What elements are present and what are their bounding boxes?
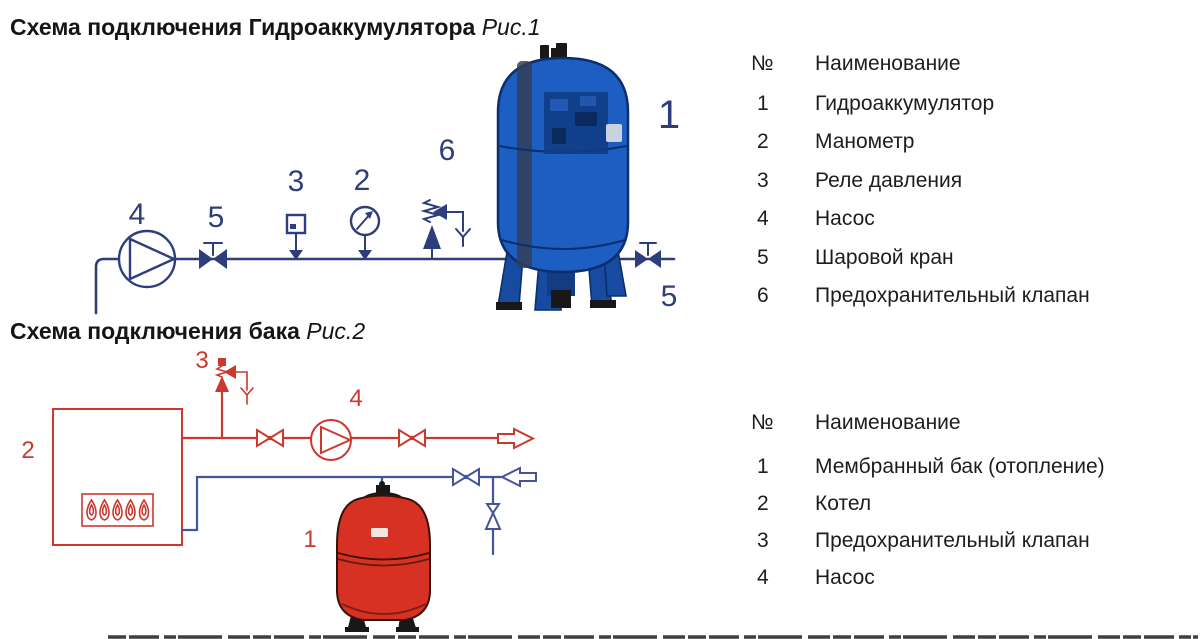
boiler-box bbox=[53, 409, 182, 545]
legend-row bbox=[745, 246, 1090, 284]
legend-row-name: Насос bbox=[815, 207, 875, 231]
legend-row-number: 4 bbox=[757, 207, 769, 231]
legend-row-name: Предохранительный клапан bbox=[815, 283, 1090, 307]
legend-row bbox=[745, 284, 1090, 322]
figure2-diagram bbox=[21, 347, 536, 632]
legend-row-number: 2 bbox=[757, 130, 769, 154]
pump-icon bbox=[311, 420, 351, 460]
figure1-label-valve-right: 5 bbox=[660, 280, 678, 313]
legend-row-number: 1 bbox=[757, 92, 769, 115]
legend-row-number: 1 bbox=[757, 455, 769, 478]
legend-row bbox=[745, 566, 1105, 603]
manometer-icon bbox=[351, 207, 379, 260]
legend-figure1 bbox=[745, 52, 1090, 322]
legend-header-name: Наименование bbox=[815, 411, 961, 434]
legend-row-name: Котел bbox=[815, 492, 872, 515]
figure1-ref: Рис.1 bbox=[481, 14, 541, 40]
pipe-inlet-elbow bbox=[96, 259, 120, 313]
legend-row bbox=[745, 207, 1090, 245]
membrane-tank-image bbox=[337, 481, 430, 632]
legend-row-name: Реле давления bbox=[815, 168, 963, 192]
flow-arrow-left-icon bbox=[502, 468, 536, 486]
legend-row-name: Шаровой кран bbox=[815, 245, 954, 269]
legend-row-name: Предохранительный клапан bbox=[815, 529, 1090, 552]
legend-header bbox=[745, 411, 1105, 455]
legend-header-number: № bbox=[751, 52, 774, 75]
legend-row-name: Манометр bbox=[815, 130, 915, 154]
legend-figure2 bbox=[745, 411, 1105, 603]
pump-icon bbox=[119, 231, 175, 287]
figure2-label-safety: 3 bbox=[195, 347, 209, 374]
legend-header bbox=[745, 52, 1090, 92]
legend-row-name: Мембранный бак (отопление) bbox=[815, 455, 1105, 478]
legend-row-name: Насос bbox=[815, 566, 875, 589]
legend-row bbox=[745, 169, 1090, 207]
check-valve-icon bbox=[486, 504, 500, 529]
figure1-label-tank: 1 bbox=[657, 93, 681, 137]
figure1-label-relay: 3 bbox=[287, 165, 305, 198]
ball-valve-icon bbox=[257, 430, 283, 446]
figure2-label-pump: 4 bbox=[349, 385, 363, 412]
safety-valve-icon bbox=[423, 200, 470, 259]
figure2-ref: Рис.2 bbox=[306, 318, 366, 344]
figure1-diagram bbox=[96, 43, 680, 313]
figure1-label-safety: 6 bbox=[438, 134, 456, 167]
hydroaccumulator-image bbox=[496, 43, 628, 310]
pressure-relay-icon bbox=[287, 215, 305, 260]
legend-row-number: 3 bbox=[757, 168, 769, 192]
legend-row bbox=[745, 92, 1090, 130]
legend-row bbox=[745, 529, 1105, 566]
ball-valve-icon bbox=[199, 243, 227, 269]
figure1-label-manometer: 2 bbox=[353, 164, 371, 197]
ball-valve-icon bbox=[453, 469, 479, 485]
legend-row bbox=[745, 455, 1105, 492]
flow-arrow-right-icon bbox=[498, 429, 533, 448]
safety-valve-icon bbox=[215, 358, 253, 404]
legend-row-number: 6 bbox=[757, 283, 769, 307]
figure2-label-tank: 1 bbox=[303, 526, 317, 553]
figure1-label-pump: 4 bbox=[128, 198, 146, 231]
figure2-label-boiler: 2 bbox=[21, 437, 35, 464]
figure2-title-text: Схема подключения бака bbox=[10, 318, 300, 344]
legend-row bbox=[745, 492, 1105, 529]
legend-header-name: Наименование bbox=[815, 52, 961, 75]
legend-row bbox=[745, 130, 1090, 168]
legend-row-name: Гидроаккумулятор bbox=[815, 92, 995, 115]
legend-row-number: 4 bbox=[757, 566, 769, 589]
legend-row-number: 2 bbox=[757, 492, 769, 515]
legend-header-number: № bbox=[751, 411, 774, 434]
ball-valve-icon bbox=[635, 243, 661, 268]
legend-row-number: 3 bbox=[757, 529, 769, 552]
figure1-title-text: Схема подключения Гидроаккумулятора bbox=[10, 14, 476, 40]
figure1-label-valve-left: 5 bbox=[207, 201, 225, 234]
ball-valve-icon bbox=[399, 430, 425, 446]
legend-row-number: 5 bbox=[757, 245, 769, 269]
